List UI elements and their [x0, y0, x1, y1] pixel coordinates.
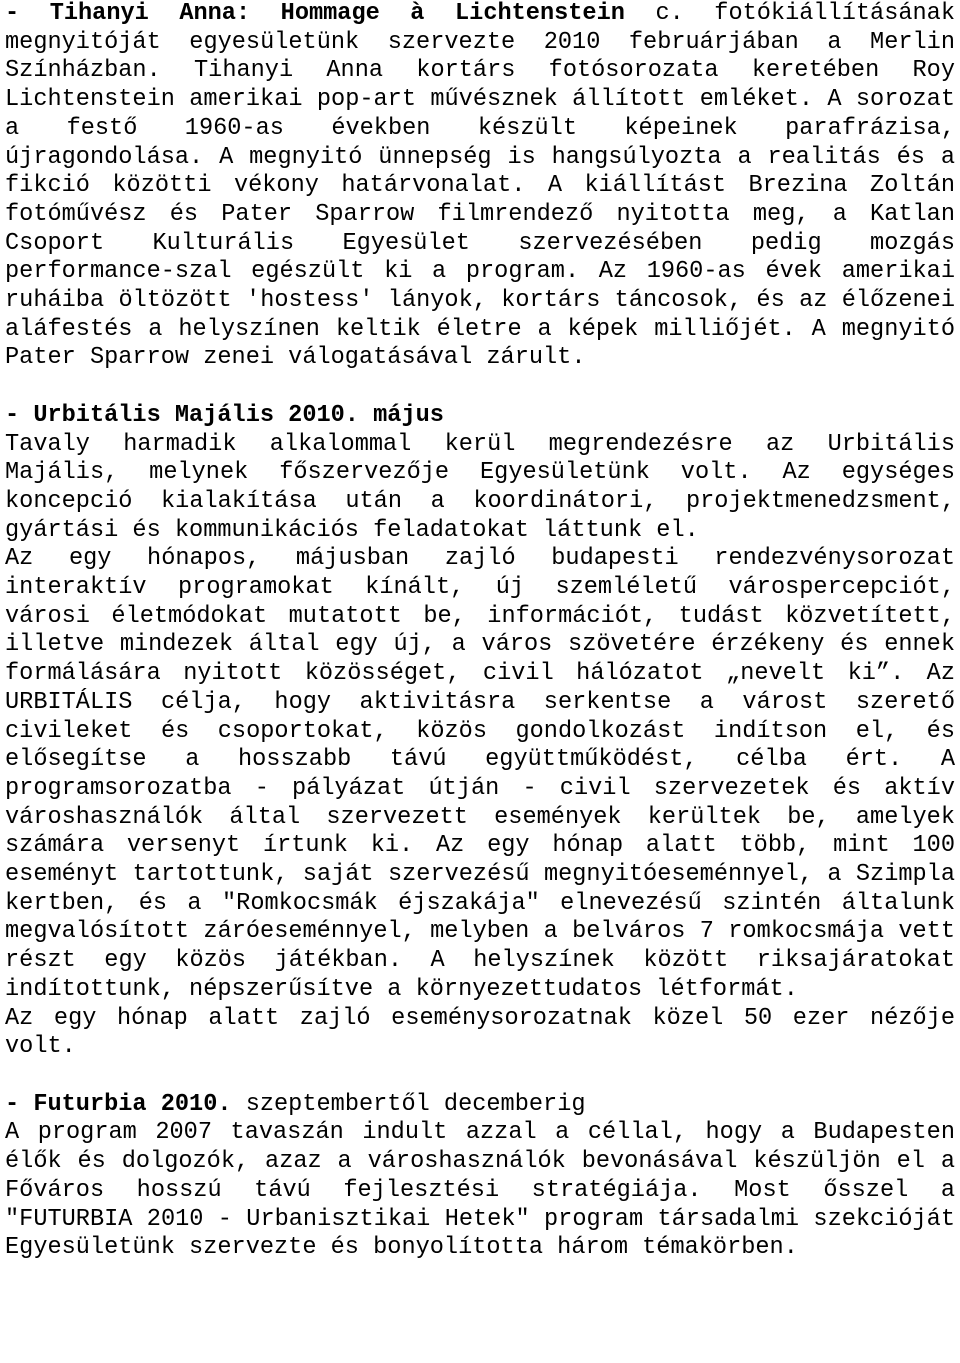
section-3-heading-line — [5, 1091, 955, 1120]
section-2-title: - Urbitális Majális 2010. május — [5, 401, 444, 429]
section-3-paragraph-1: A program 2007 tavaszán indult azzal a céllal, hogy a Budapesten élők és dolgozók, azaz a városhasználók bevonásával készüljön el a Főváros hosszú távú fejlesztési stratégiája. Most ősszel a "FUTURBIA 2010 - Urbanisztikai Hetek" program társadalmi szekcióját Egyesületünk szervezte és bonyolította három témakörben. — [5, 1119, 955, 1262]
section-2-heading-line — [5, 402, 955, 431]
section-3-title: - Futurbia 2010. — [5, 1090, 232, 1118]
section-1-title: - Tihanyi Anna: Hommage à Lichtenstein — [5, 0, 625, 27]
section-tihanyi-anna — [5, 0, 955, 373]
section-1-title-rest: c. fotókiállításának — [624, 0, 955, 27]
section-3-title-rest: szeptembertől decemberig — [231, 1090, 586, 1118]
section-spacer — [5, 373, 955, 402]
section-2-paragraph-1: Tavaly harmadik alkalommal kerül megrendezésre az Urbitális Majális, melynek főszervezője Egyesületünk volt. Az egységes koncepció kialakítása után a koordinátori, projektmenedzsment, gyártási és kommunikációs feladatokat láttunk el. — [5, 430, 955, 544]
document-page — [5, 0, 955, 1263]
section-futurbia — [5, 1091, 955, 1263]
section-1-heading-line — [5, 0, 955, 373]
section-2-paragraph-3: Az egy hónap alatt zajló eseménysorozatnak közel 50 ezer nézője volt. — [5, 1004, 955, 1061]
section-2-paragraph-2: Az egy hónapos, májusban zajló budapesti rendezvénysorozat interaktív programokat kínált, új szemléletű várospercepciót, városi életmódokat mutatott be, információt, tudást közvetített, illetve mindezek által egy új, a város szövetére érzékeny és ennek formálására nyitott közösséget, civil hálózatot „nevelt ki”. Az URBITÁLIS célja, hogy aktivitásra serkentse a várost szerető civileket és csoportokat, közös gondolkozást indítson el, és elősegítse a hosszabb távú együttműködést, célba ért. A programsorozatba - pályázat útján - civil szervezetek és aktív városhasználók által szervezett események kerültek be, amelyek számára versenyt írtunk ki. Az egy hónap alatt több, mint 100 eseményt tartottunk, saját szervezésű megnyitóeseménnyel, a Szimpla kertben, és a "Romkocsmák éjszakája" elnevezésű szintén általunk megvalósított záróeseménnyel, melyben a belváros 7 romkocsmája vett részt egy közös játékban. A helyszínek között riksajáratokat indítottunk, népszerűsítve a környezettudatos létformát. — [5, 545, 955, 1003]
section-spacer — [5, 1062, 955, 1091]
section-urbitalis-majalis — [5, 402, 955, 1062]
section-1-paragraph-1: megnyitóját egyesületünk szervezte 2010 februárjában a Merlin Színházban. Tihanyi Anna kortárs fotósorozata keretében Roy Lichtenstein amerikai pop-art művésznek állított emléket. A sorozat a festő 1960-as években készült képeinek parafrázisa, újragondolása. A megnyitó ünnepség is hangsúlyozta a realitás és a fikció közötti vékony határvonalat. A kiállítást Brezina Zoltán fotóművész és Pater Sparrow filmrendező nyitotta meg, a Katlan Csoport Kulturális Egyesület szervezésében pedig mozgás performance-szal egészült ki a program. Az 1960-as évek amerikai ruháiba öltözött 'hostess' lányok, kortárs táncosok, és az élőzenei aláfestés a helyszínen keltik életre a képek milliőjét. A megnyitó Pater Sparrow zenei válogatásával zárult. — [5, 28, 955, 372]
